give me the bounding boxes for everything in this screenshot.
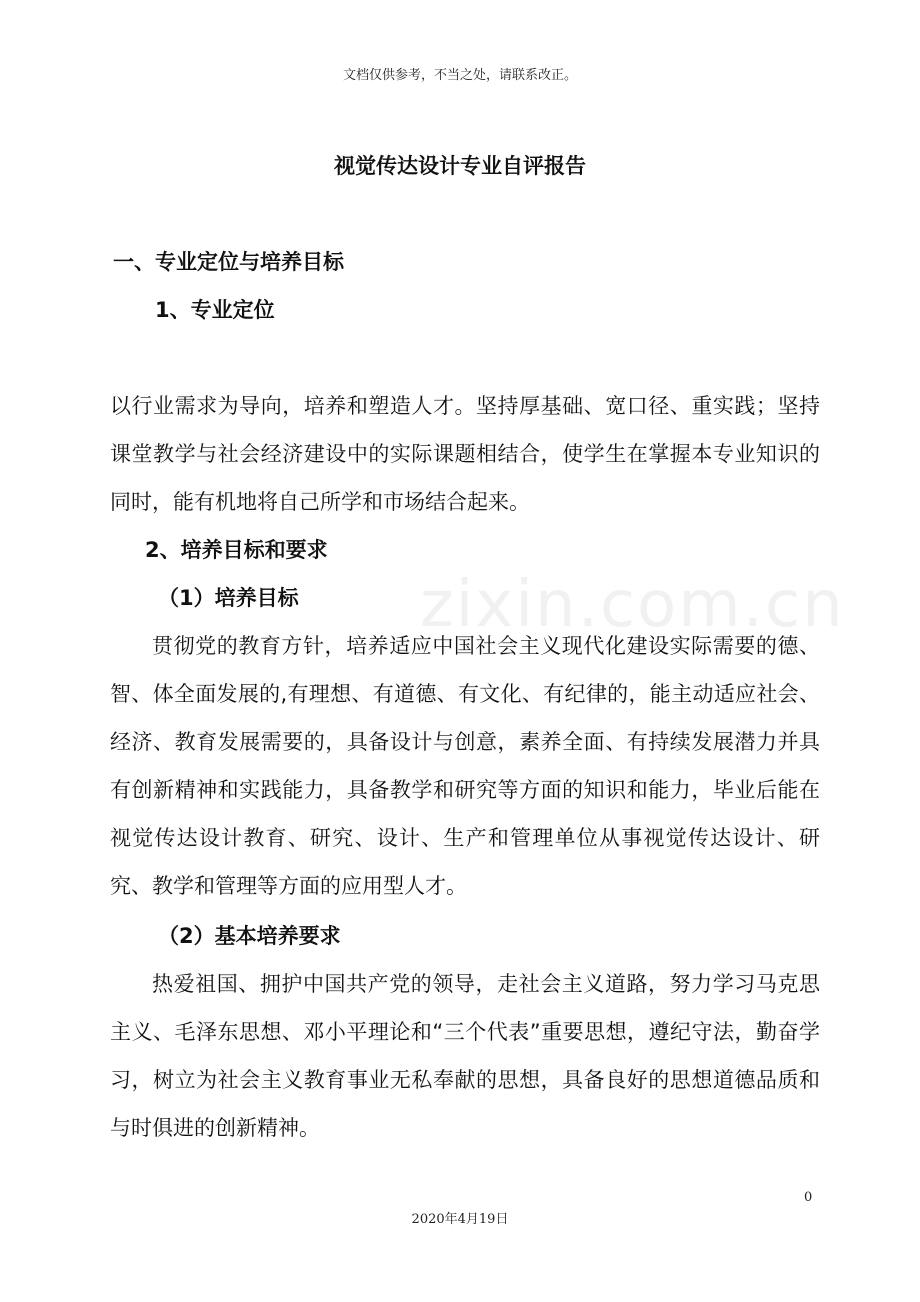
subsection-heading-positioning: 1、专业定位 xyxy=(155,298,275,322)
positioning-paragraph: 以行业需求为导向，培养和塑造人才。坚持厚基础、宽口径、重实践；坚持课堂教学与社会经济建设中的实际课题相结合，使学生在掌握本专业知识的同时，能有机地将自己所学和市场结合起来。 xyxy=(110,394,820,514)
requirements-paragraph: 热爱祖国、拥护中国共产党的领导，走社会主义道路，努力学习马克思主义、毛泽东思想、邓小平理论和“三个代表”重要思想，遵纪守法，勤奋学习，树立为社会主义教育事业无私奉献的思想，具备良好的思想道德品质和与时俱进的创新精神。 xyxy=(110,972,820,1140)
goal-paragraph: 贯彻党的教育方针，培养适应中国社会主义现代化建设实际需要的德、智、体全面发展的,有理想、有道德、有文化、有纪律的，能主动适应社会、经济、教育发展需要的，具备设计与创意，素养全面、有持续发展潜力并具有创新精神和实践能力，具备教学和研究等方面的知识和能力，毕业后能在视觉传达设计教育、研究、设计、生产和管理单位从事视觉传达设计、研究、教学和管理等方面的应用型人才。 xyxy=(110,634,820,898)
subsection-heading-goals-requirements: 2、培养目标和要求 xyxy=(145,538,328,562)
header-note: 文档仅供参考，不当之处，请联系改正。 xyxy=(342,68,577,83)
footer-date: 2020年4月19日 xyxy=(411,1212,509,1227)
requirements-heading: （2）基本培养要求 xyxy=(158,924,341,948)
page-number: 0 xyxy=(804,1190,813,1205)
document-title: 视觉传达设计专业自评报告 xyxy=(334,154,586,178)
watermark: zixin.com.cn xyxy=(420,568,845,642)
goal-heading: （1）培养目标 xyxy=(158,586,299,610)
section-heading-positioning-goals: 一、专业定位与培养目标 xyxy=(113,250,344,274)
